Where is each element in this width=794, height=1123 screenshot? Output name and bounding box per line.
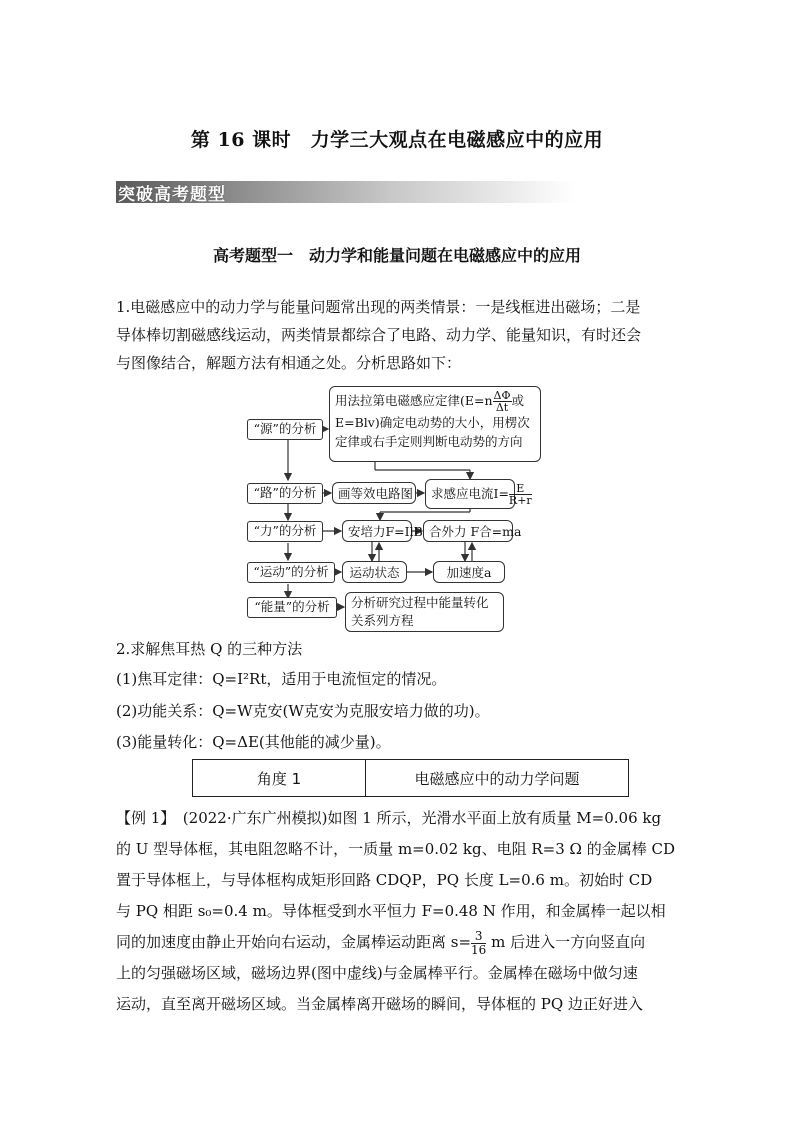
section-title: 高考题型一 动力学和能量问题在电磁感应中的应用 [212, 246, 581, 265]
joule-method-3: (3)能量转化：Q=ΔE(其他能的减少量)。 [116, 733, 391, 751]
distance-fraction [471, 930, 486, 957]
current-text: 求感应电流I= [431, 486, 509, 501]
intro-line-3: 与图像结合，解题方法有相通之处。分析思路如下： [116, 354, 462, 372]
net-force-box: 合外力 F合=ma [423, 520, 513, 542]
faraday-line-2: E=Blv)确定电动势的大小，用楞次 [335, 415, 530, 430]
joule-heading: 2.求解焦耳热 Q 的三种方法 [116, 640, 303, 658]
example-line-5a: 同的加速度由静止开始向右运动，金属棒运动距离 s= [116, 933, 472, 951]
distance-denominator: 16 [471, 942, 487, 957]
distance-numerator: 3 [471, 930, 486, 944]
example-line-3: 置于导体框上，与导体框构成矩形回路 CDQP，PQ 长度 L=0.6 m。初始时 CD [116, 871, 653, 889]
acceleration-box: 加速度a [433, 561, 505, 583]
joule-method-2: (2)功能关系：Q=W克安(W克安为克服安培力做的功)。 [116, 702, 490, 720]
flux-numerator: ΔΦ [493, 389, 511, 402]
angle-topic: 电磁感应中的动力学问题 [366, 760, 629, 797]
label-source-analysis: “源”的分析 [247, 419, 323, 440]
energy-equation-box [345, 592, 504, 632]
example-1 [116, 803, 678, 1020]
banner-label: 突破高考题型 [118, 185, 226, 205]
current-numerator: E [509, 483, 532, 495]
example-line-7: 运动，直至离开磁场区域。当金属棒离开磁场的瞬间，导体框的 PQ 边正好进入 [116, 995, 643, 1013]
example-line-2: 的 U 型导体框，其电阻忽略不计，一质量 m=0.02 kg、电阻 R=3 Ω 的金属棒 CD [116, 840, 676, 858]
motion-state-box: 运动状态 [342, 561, 407, 583]
energy-line-2: 关系列方程 [351, 613, 414, 628]
current-denominator: R+r [508, 494, 532, 507]
faraday-law-box [329, 386, 541, 462]
example-line-6: 上的匀强磁场区域，磁场边界(图中虚线)与金属棒平行。金属棒在磁场中做匀速 [116, 964, 638, 982]
intro-line-1: 1.电磁感应中的动力学与能量问题常出现的两类情景：一是线框进出磁场；二是 [116, 298, 641, 316]
example-line-5 [116, 927, 678, 958]
faraday-text-a: 用法拉第电磁感应定律(E=n [335, 393, 493, 408]
label-energy-analysis: “能量”的分析 [247, 597, 337, 618]
faraday-text-b: 或 [511, 393, 525, 408]
equivalent-circuit-box: 画等效电路图 [332, 482, 416, 504]
angle-label: 角度 1 [193, 760, 366, 797]
energy-line-1: 分析研究过程中能量转化 [351, 595, 489, 610]
flux-denominator: Δt [495, 401, 509, 414]
faraday-line-3: 定律或右手定则判断电动势的方向 [335, 434, 523, 449]
label-circuit-analysis: “路”的分析 [247, 483, 323, 504]
example-line-1: 【例 1】 (2022·广东广州模拟)如图 1 所示，光滑水平面上放有质量 M=0.06 kg [116, 809, 662, 827]
ampere-force-box: 安培力F=IlB [342, 520, 412, 542]
label-motion-analysis: “运动”的分析 [247, 562, 335, 583]
label-force-analysis: “力”的分析 [247, 521, 323, 542]
page-title: 第 16 课时 力学三大观点在电磁感应中的应用 [190, 129, 604, 151]
joule-method-1: (1)焦耳定律：Q=I²Rt，适用于电流恒定的情况。 [116, 670, 447, 688]
current-fraction [509, 483, 532, 506]
angle-table [192, 759, 629, 797]
induced-current-box [425, 479, 532, 509]
intro-line-2: 导体棒切割磁感线运动，两类情景都综合了电路、动力学、能量知识，有时还会 [116, 326, 642, 344]
flux-fraction [493, 390, 512, 413]
example-line-4: 与 PQ 相距 s₀=0.4 m。导体框受到水平恒力 F=0.48 N 作用，和金属棒一起以相 [116, 902, 666, 920]
example-line-5b: m 后进入一方向竖直向 [486, 933, 646, 951]
